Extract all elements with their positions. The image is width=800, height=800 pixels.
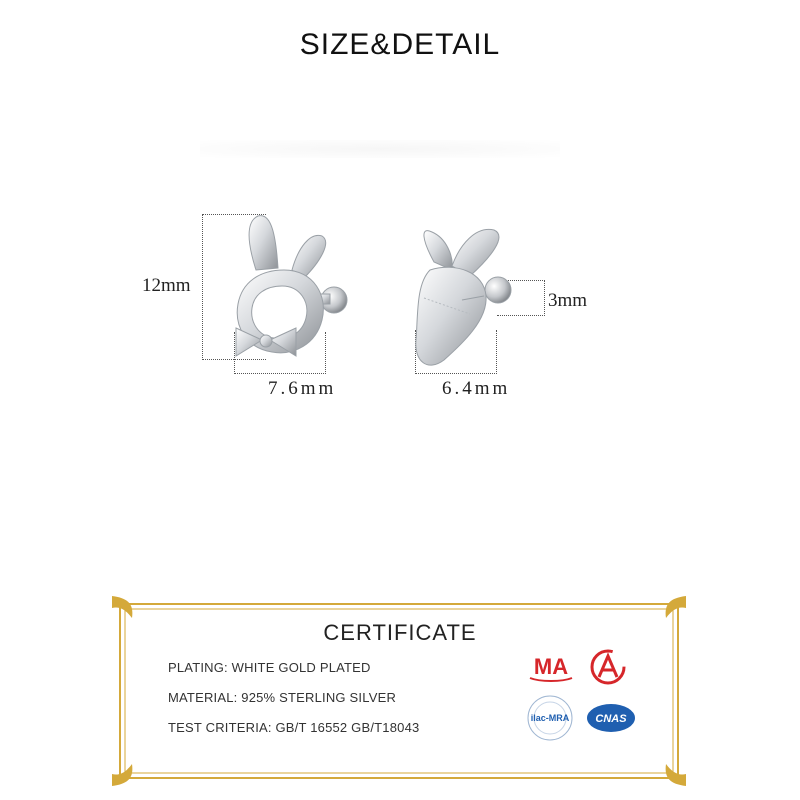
bunny-width-label: 7.6mm [268,378,337,399]
cnas-logo [584,700,638,736]
certificate-title: CERTIFICATE [323,620,477,645]
svg-text:CNAS: CNAS [595,713,627,725]
ilac-mra-logo [526,694,574,742]
page-title: SIZE&DETAIL [299,28,501,61]
plating-line: PLATING: WHITE GOLD PLATED [168,660,371,675]
svg-text:ilac-MRA: ilac-MRA [530,713,570,723]
svg-text:MA: MA [533,654,569,679]
ma-logo [526,650,576,682]
test-criteria-line: TEST CRITERIA: GB/T 16552 GB/T18043 [168,720,420,735]
bunny-earring [236,216,347,356]
cal-logo [588,647,628,687]
ball-label: 3mm [548,290,588,311]
material-line: MATERIAL: 925% STERLING SILVER [168,690,397,705]
carrot-earring [416,229,511,365]
carrot-width-label: 6.4mm [442,378,511,399]
bunny-height-label: 12mm [142,275,191,296]
